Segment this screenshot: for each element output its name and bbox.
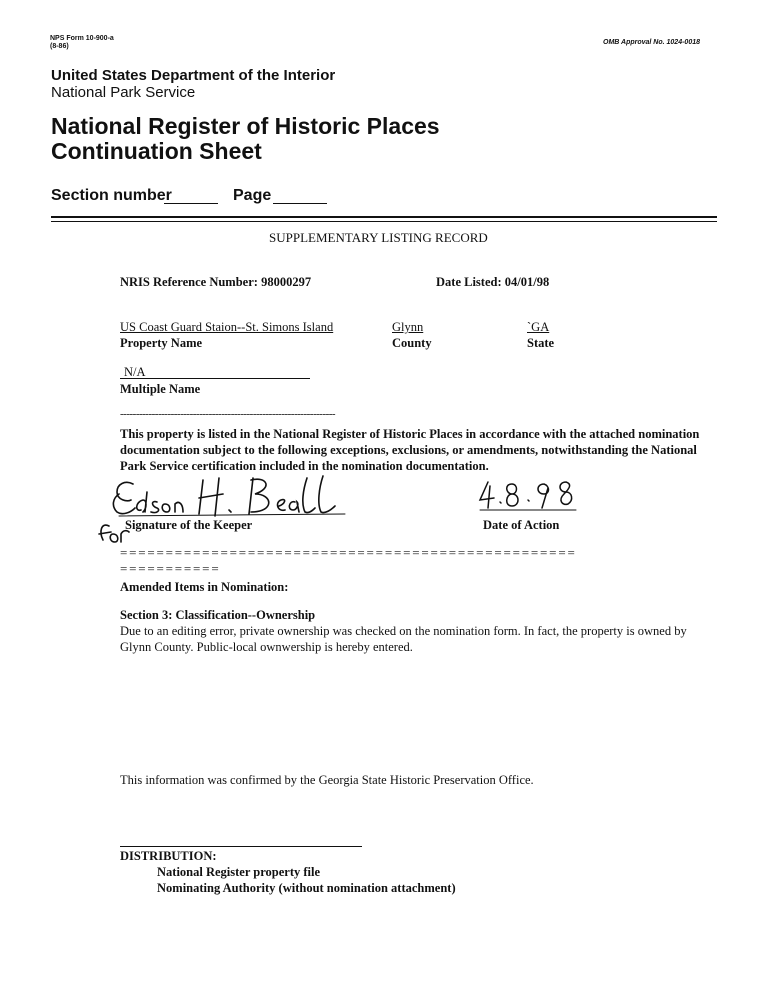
section-number-label: Section number (51, 187, 172, 204)
date-of-action-label: Date of Action (483, 518, 560, 532)
listing-statement: This property is listed in the National Register of Historic Places in accordance with the attached nomination documentation subject to the following exceptions, exclusions, or amendments, notwithstanding the National Park Service certification included in the nomination documentation. (120, 427, 700, 473)
equals-separator-continued: =========== (120, 561, 221, 576)
date-listed-label: Date Listed: (436, 275, 502, 289)
nris-label: NRIS Reference Number: (120, 275, 258, 289)
nris-reference (120, 275, 311, 290)
record-title: SUPPLEMENTARY LISTING RECORD (269, 230, 488, 245)
dash-separator: -------------------------------------------------------------------- (120, 408, 336, 420)
amended-section-body: Due to an editing error, private ownership was checked on the nomination form. In fact, the property is owned by Glynn County. Public-local ownwership is hereby entered. (120, 624, 687, 654)
multiple-name-label: Multiple Name (120, 382, 201, 396)
property-name-value: US Coast Guard Staion--St. Simons Island (120, 320, 334, 334)
nris-value: 98000297 (261, 275, 312, 289)
multiple-name-underline (120, 378, 310, 379)
keeper-signature (95, 470, 355, 555)
form-number: NPS Form 10-900-a (8-86) (50, 35, 114, 50)
date-listed-value: 04/01/98 (504, 275, 550, 289)
omb-approval: OMB Approval No. 1024-0018 (603, 39, 700, 46)
keeper-signature-label: Signature of the Keeper (125, 518, 253, 532)
multiple-name-value: N/A (124, 365, 146, 379)
page-label: Page (233, 187, 272, 204)
action-date-handwritten (476, 476, 586, 516)
header-rule-thin (51, 221, 717, 222)
page-title: National Register of Historic Places (51, 113, 440, 139)
header-rule (51, 216, 717, 218)
date-listed (436, 275, 549, 290)
state-value: `GA (527, 320, 550, 334)
distribution-item: National Register property file (157, 865, 321, 879)
amended-items-heading: Amended Items in Nomination: (120, 580, 289, 594)
distribution-rule (120, 846, 362, 847)
agency-name: United States Department of the Interior (51, 67, 336, 84)
confirmation-statement: This information was confirmed by the Georgia State Historic Preservation Office. (120, 773, 534, 787)
bureau-name: National Park Service (51, 84, 196, 101)
distribution-heading: DISTRIBUTION: (120, 849, 217, 863)
amended-section-title: Section 3: Classification--Ownership (120, 608, 316, 622)
page-subtitle: Continuation Sheet (51, 138, 262, 164)
property-name-label: Property Name (120, 336, 203, 350)
section-number-blank (164, 203, 218, 204)
page-number-blank (273, 203, 327, 204)
county-value: Glynn (392, 320, 424, 334)
state-label: State (527, 336, 555, 350)
county-label: County (392, 336, 432, 350)
equals-separator: ================================================== (120, 545, 577, 560)
distribution-item: Nominating Authority (without nomination attachment) (157, 881, 456, 895)
